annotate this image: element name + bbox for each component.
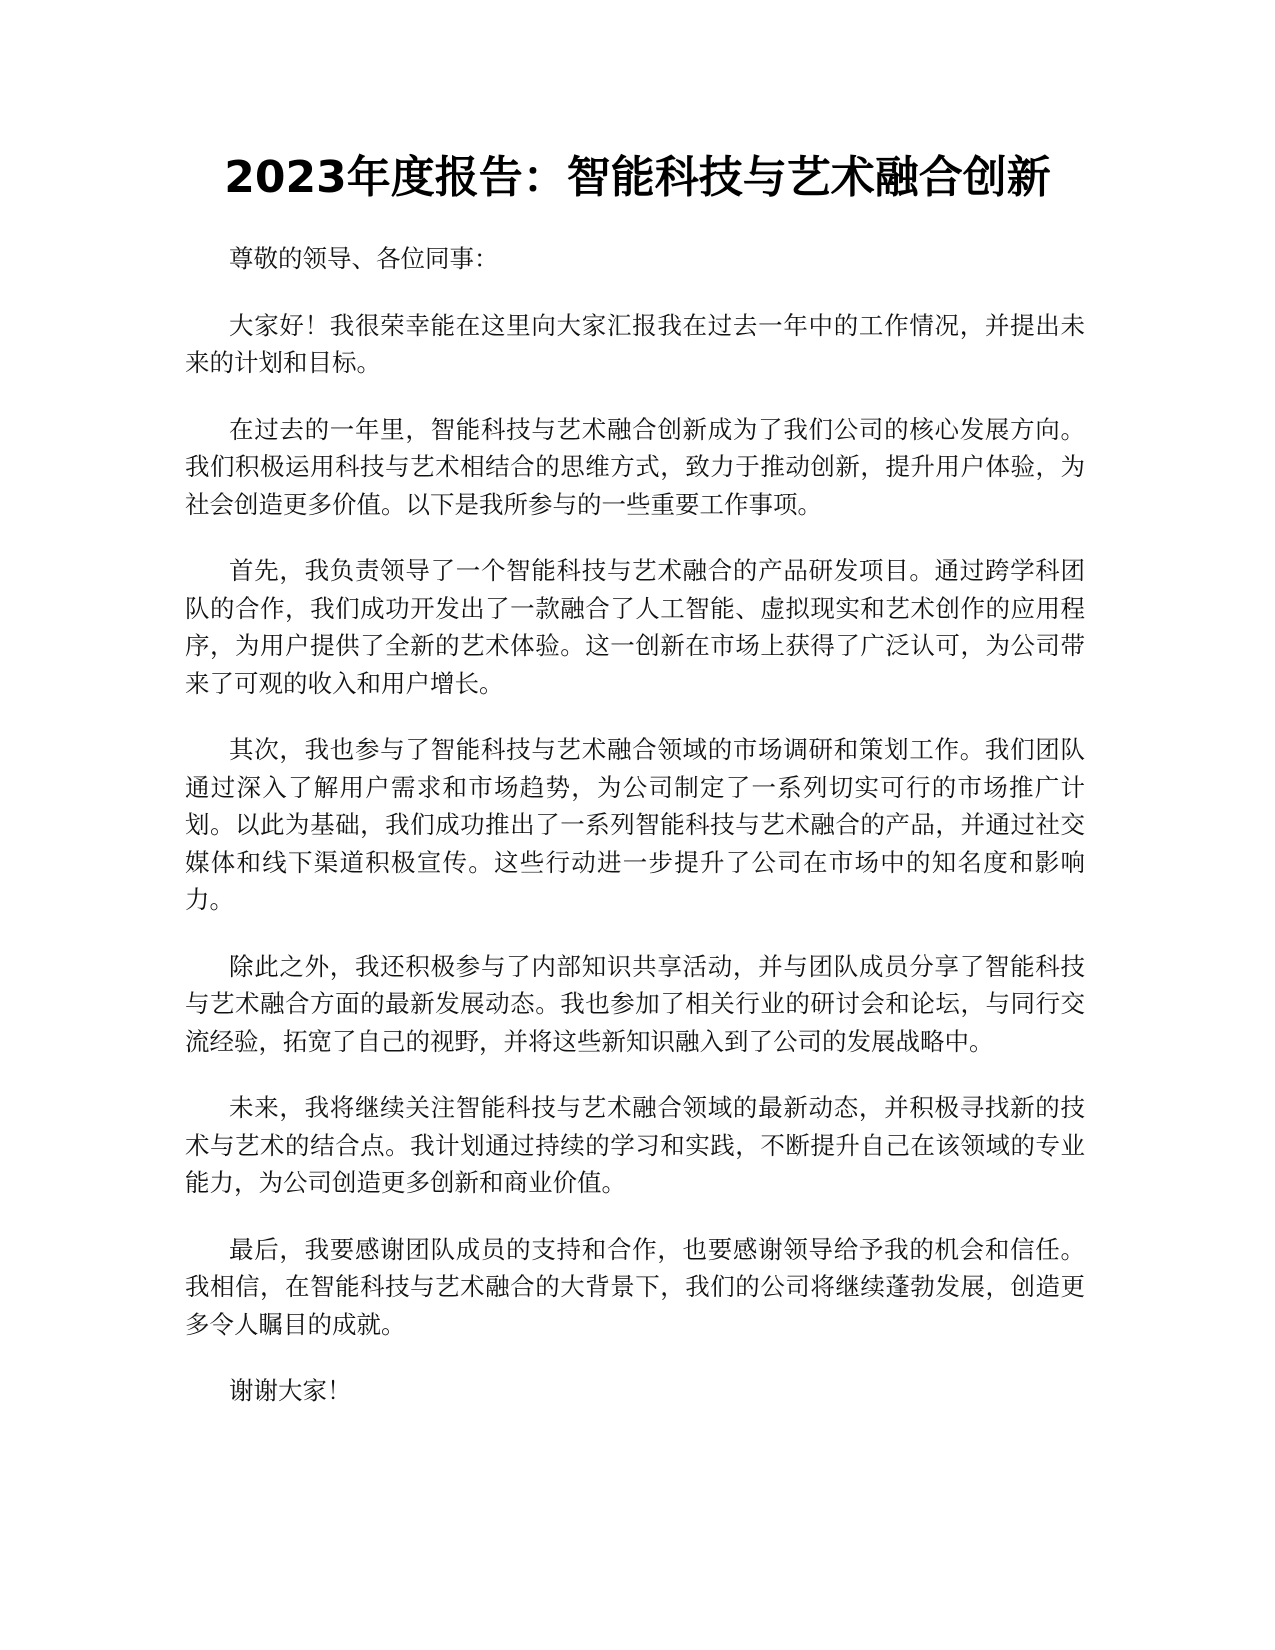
paragraph-overview: 在过去的一年里，智能科技与艺术融合创新成为了我们公司的核心发展方向。我们积极运用科技与艺术相结合的思维方式，致力于推动创新，提升用户体验，为社会创造更多价值。以下是我所参与的一些重要工作事项。 [185, 414, 1085, 519]
document-body [185, 240, 1085, 1439]
paragraph-knowledge-sharing: 除此之外，我还积极参与了内部知识共享活动，并与团队成员分享了智能科技与艺术融合方面的最新发展动态。我也参加了相关行业的研讨会和论坛，与同行交流经验，拓宽了自己的视野，并将这些新知识融入到了公司的发展战略中。 [185, 951, 1085, 1056]
paragraph-salutation: 尊敬的领导、各位同事： [229, 244, 499, 273]
paragraph-product-project: 首先，我负责领导了一个智能科技与艺术融合的产品研发项目。通过跨学科团队的合作，我们成功开发出了一款融合了人工智能、虚拟现实和艺术创作的应用程序，为用户提供了全新的艺术体验。这一创新在市场上获得了广泛认可，为公司带来了可观的收入和用户增长。 [185, 556, 1085, 698]
paragraph-market-research: 其次，我也参与了智能科技与艺术融合领域的市场调研和策划工作。我们团队通过深入了解用户需求和市场趋势，为公司制定了一系列切实可行的市场推广计划。以此为基础，我们成功推出了一系列智能科技与艺术融合的产品，并通过社交媒体和线下渠道积极宣传。这些行动进一步提升了公司在市场中的知名度和影响力。 [185, 735, 1085, 914]
paragraph-thanks: 最后，我要感谢团队成员的支持和合作，也要感谢领导给予我的机会和信任。我相信，在智能科技与艺术融合的大背景下，我们的公司将继续蓬勃发展，创造更多令人瞩目的成就。 [185, 1234, 1085, 1339]
document-title: 2023年度报告：智能科技与艺术融合创新 [224, 152, 1051, 203]
paragraph-closing: 谢谢大家！ [229, 1376, 352, 1405]
paragraph-future-plans: 未来，我将继续关注智能科技与艺术融合领域的最新动态，并积极寻找新的技术与艺术的结合点。我计划通过持续的学习和实践，不断提升自己在该领域的专业能力，为公司创造更多创新和商业价值。 [185, 1093, 1085, 1197]
paragraph-greeting: 大家好！我很荣幸能在这里向大家汇报我在过去一年中的工作情况，并提出未来的计划和目标。 [185, 310, 1085, 377]
